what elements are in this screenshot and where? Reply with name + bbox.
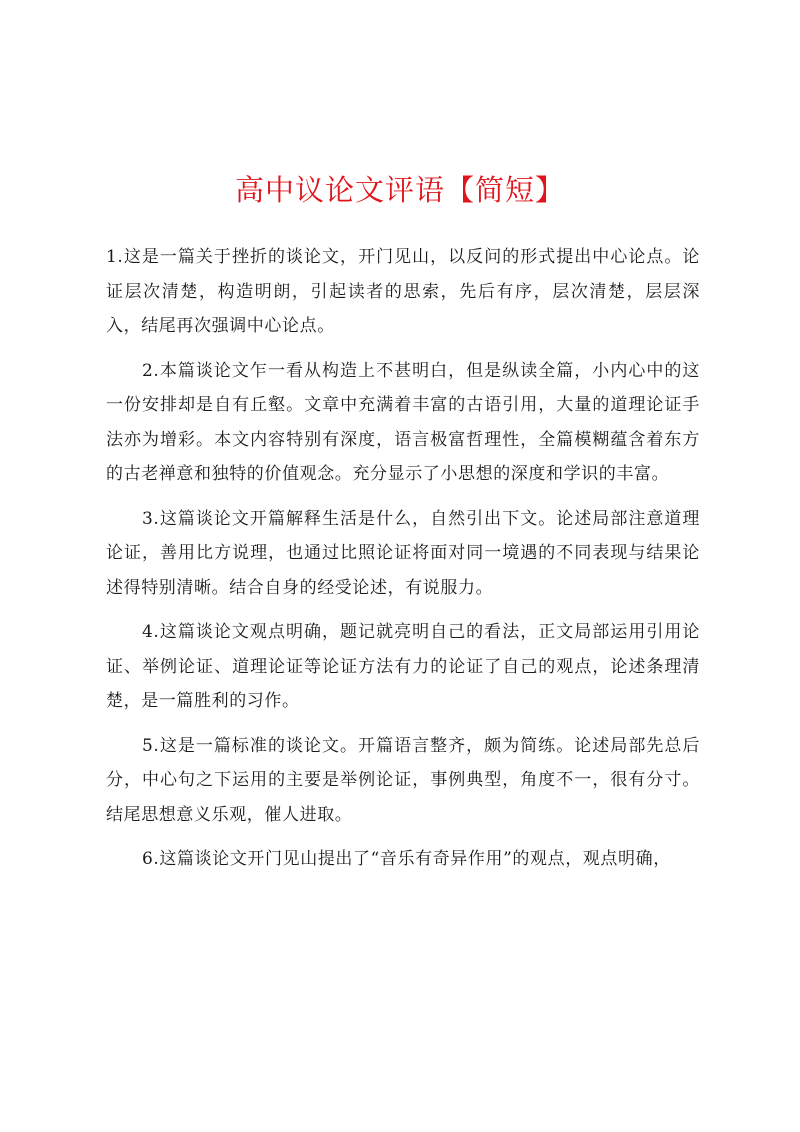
comment-paragraph-1: 1.这是一篇关于挫折的谈论文，开门见山，以反问的形式提出中心论点。论证层次清楚，构造明朗，引起读者的思索，先后有序，层次清楚，层层深入，结尾再次强调中心论点。 (106, 247, 700, 336)
comment-paragraph-4: 4.这篇谈论文观点明确，题记就亮明自己的看法，正文局部运用引用论证、举例论证、道理论证等论证方法有力的论证了自己的观点，论述条理清楚，是一篇胜利的习作。 (106, 622, 700, 711)
page-title: 高中议论文评语【简短】 (234, 173, 565, 207)
document-body (106, 240, 700, 887)
comment-paragraph-3: 3.这篇谈论文开篇解释生活是什么，自然引出下文。论述局部注意道理论证，善用比方说理，也通过比照论证将面对同一境遇的不同表现与结果论述得特别清晰。结合自身的经受论述，有说服力。 (106, 508, 700, 598)
comment-paragraph-6: 6.这篇谈论文开门见山提出了“音乐有奇异作用”的观点，观点明确， (142, 849, 671, 869)
comment-paragraph-5: 5.这是一篇标准的谈论文。开篇语言整齐，颇为简练。论述局部先总后分，中心句之下运用的主要是举例论证，事例典型，角度不一，很有分寸。结尾思想意义乐观，催人进取。 (106, 735, 700, 825)
comment-paragraph-2: 2.本篇谈论文乍一看从构造上不甚明白，但是纵读全篇，小内心中的这一份安排却是自有丘壑。文章中充满着丰富的古语引用，大量的道理论证手法亦为增彩。本文内容特别有深度，语言极富哲理性，全篇模糊蕴含着东方的古老禅意和独特的价值观念。充分显示了小思想的深度和学识的丰富。 (106, 360, 700, 484)
